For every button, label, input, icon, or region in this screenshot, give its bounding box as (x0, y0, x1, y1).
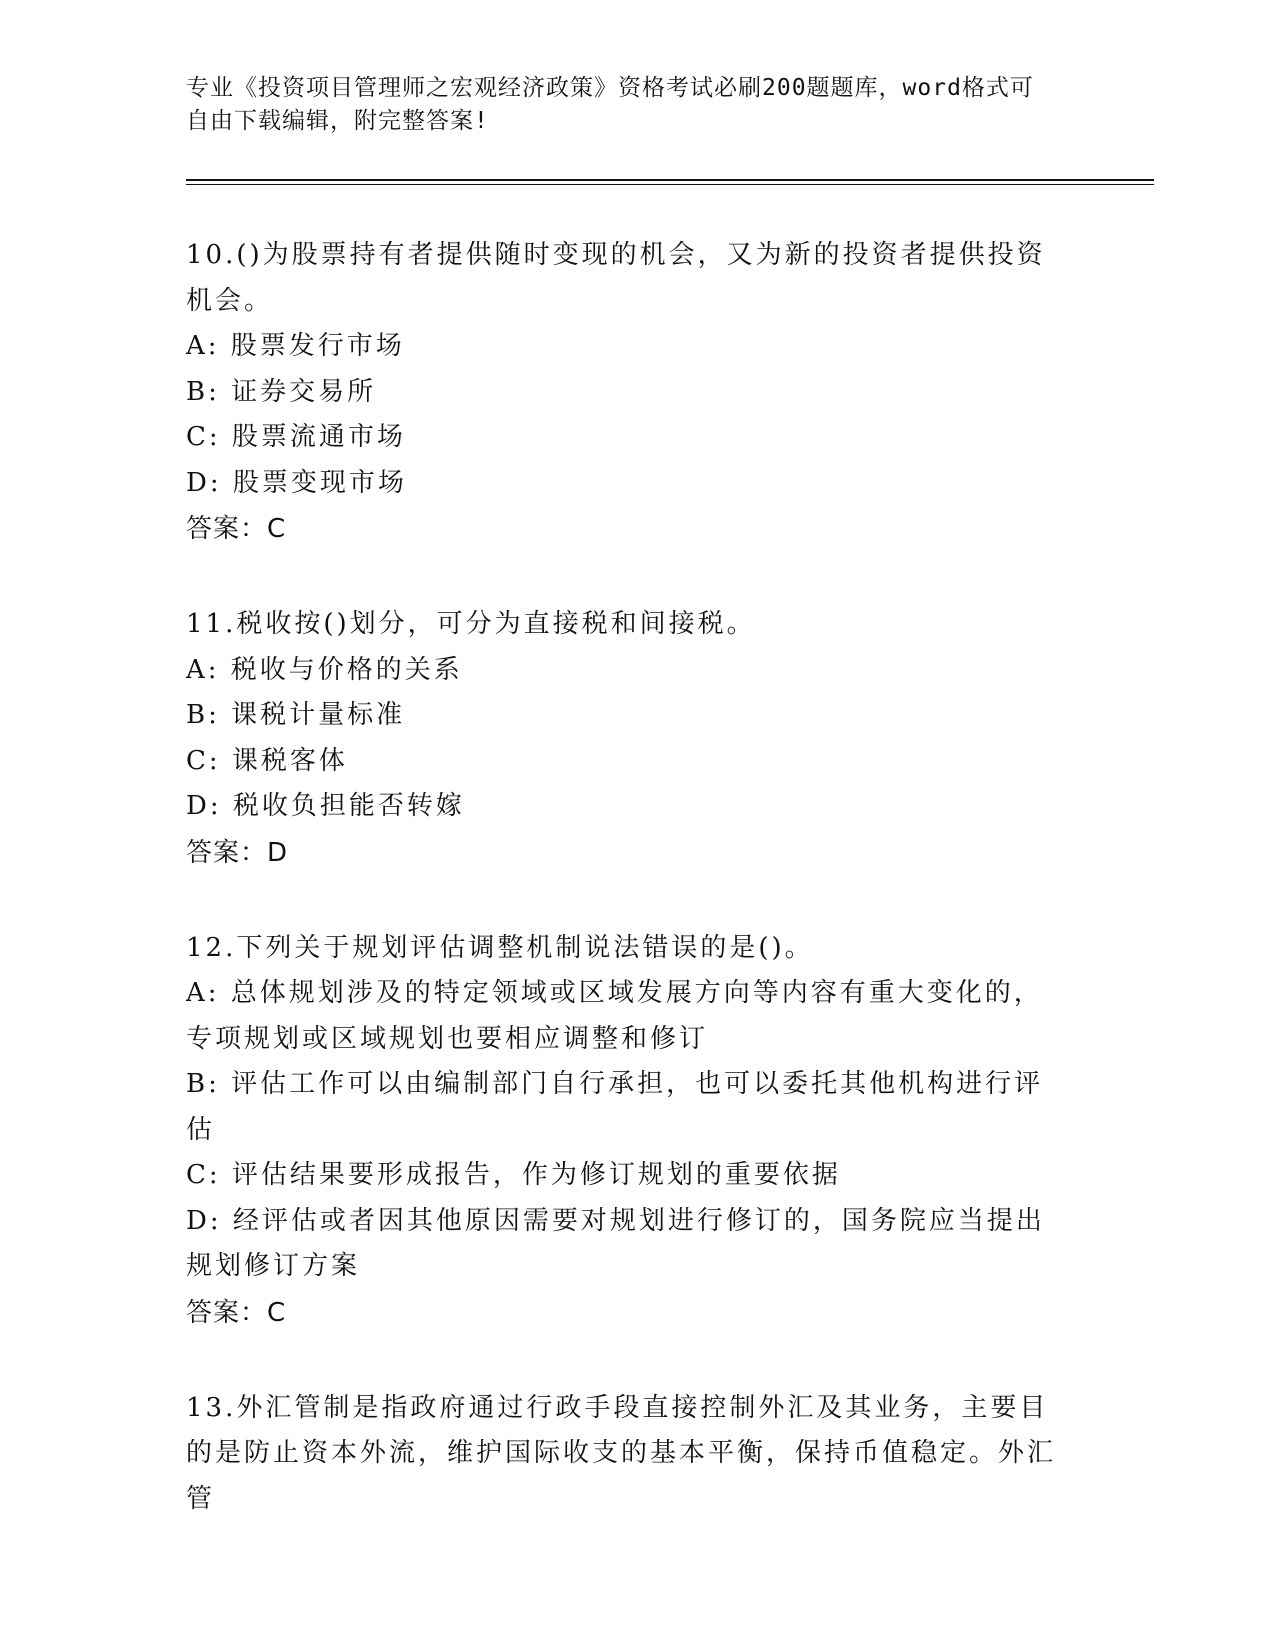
option-a: A: 总体规划涉及的特定领域或区域发展方向等内容有重大变化的，专项规划或区域规划也要相应调整和修订 (186, 978, 1043, 1054)
option-d: D: 股票变现市场 (186, 467, 407, 498)
option-a: A: 税收与价格的关系 (186, 654, 463, 685)
option-c: C: 课税客体 (186, 745, 348, 776)
document-header (186, 72, 1066, 138)
question-13 (186, 1386, 1066, 1523)
question-10 (186, 233, 1066, 552)
option-c: C: 评估结果要形成报告，作为修订规划的重要依据 (186, 1160, 841, 1190)
header-line-2: 自由下载编辑，附完整答案! (186, 108, 489, 134)
option-b: B: 证券交易所 (186, 376, 377, 407)
header-divider-thick (186, 179, 1154, 181)
option-b: B: 评估工作可以由编制部门自行承担，也可以委托其他机构进行评估 (186, 1069, 1044, 1145)
question-stem: 13.外汇管制是指政府通过行政手段直接控制外汇及其业务，主要目的是防止资本外流，维护国际收支的基本平衡，保持币值稳定。外汇管 (186, 1392, 1057, 1514)
question-list (186, 233, 1066, 1572)
question-11 (186, 602, 1066, 876)
header-divider-thin (186, 184, 1154, 185)
option-b: B: 课税计量标准 (186, 700, 406, 730)
question-stem: 10.()为股票持有者提供随时变现的机会，又为新的投资者提供投资机会。 (186, 240, 1046, 316)
option-c: C: 股票流通市场 (186, 422, 406, 452)
question-12 (186, 926, 1066, 1336)
header-line-1: 专业《投资项目管理师之宏观经济政策》资格考试必刷200题题库，word格式可 (186, 75, 1034, 101)
option-d: D: 税收负担能否转嫁 (186, 791, 465, 821)
question-stem: 11.税收按()划分，可分为直接税和间接税。 (186, 609, 756, 639)
answer: 答案：D (186, 837, 289, 868)
answer: 答案：C (186, 1297, 287, 1328)
option-d: D: 经评估或者因其他原因需要对规划进行修订的，国务院应当提出规划修订方案 (186, 1205, 1045, 1281)
question-stem: 12.下列关于规划评估调整机制说法错误的是()。 (186, 932, 814, 963)
option-a: A: 股票发行市场 (186, 331, 405, 361)
answer: 答案：C (186, 514, 287, 544)
